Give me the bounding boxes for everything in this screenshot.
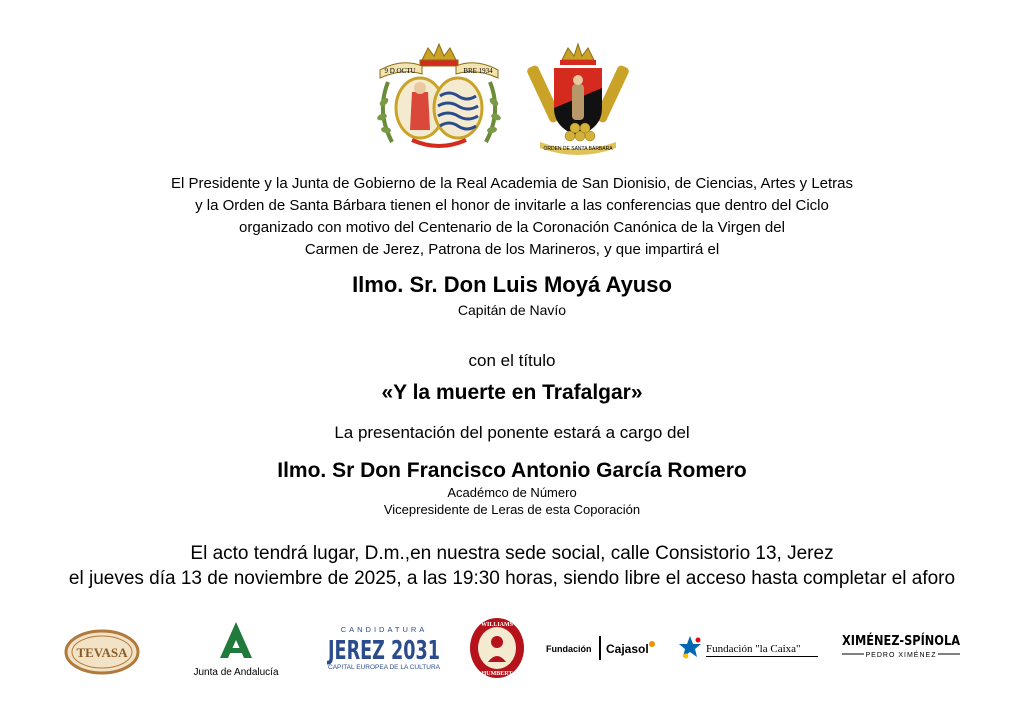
venue-line-1: El acto tendrá lugar, D.m.,en nuestra sede social, calle Consistorio 13, Jerez xyxy=(190,543,834,564)
speaker-rank: Capitán de Navío xyxy=(457,302,567,318)
ximenez-main-text: XIMÉNEZ-SPÍNOLA xyxy=(842,634,978,649)
ximenez-sub-text: PEDRO XIMÉNEZ xyxy=(865,652,937,659)
star-icon xyxy=(679,636,701,659)
ximenez-spinola-logo xyxy=(840,630,978,666)
speaker-name: Ilmo. Sr. Don Luis Moyá Ayuso xyxy=(352,272,672,297)
sponsor-logos xyxy=(0,612,1024,682)
junta-andalucia-logo xyxy=(184,618,288,680)
intro-line: y la Orden de Santa Bárbara tienen el honor de invitarle a las conferencias que dentro del Ciclo xyxy=(195,197,829,214)
cajasol-prefix: Fundación xyxy=(546,644,592,654)
invitation-intro xyxy=(0,173,1024,261)
jerez-main-text: JEREZ 2031 xyxy=(326,636,440,666)
tevasa-logo xyxy=(64,628,140,676)
venue-info xyxy=(0,541,1024,591)
williams-bottom-text: HUMBERT xyxy=(481,671,513,677)
jerez-top-text: CANDIDATURA xyxy=(340,625,428,634)
jerez-sub-text: CAPITAL EUROPEA DE LA CULTURA xyxy=(328,665,440,671)
fundacion-cajasol-logo xyxy=(546,632,658,664)
lacaixa-text: Fundación "la Caixa" xyxy=(706,643,801,655)
crest-ribbon-text: ORDEN DE SANTA BÁRBARA xyxy=(543,146,613,152)
presenter-role-2: Vicepresidente de Leras de esta Coporación xyxy=(383,502,641,517)
jerez-2031-logo xyxy=(326,624,442,674)
intro-line: organizado con motivo del Centenario de la Coronación Canónica de la Virgen del xyxy=(239,219,785,236)
fundacion-la-caixa-logo xyxy=(678,632,824,664)
junta-text: Junta de Andalucía xyxy=(193,667,279,678)
crest-banner-left: 9 D OCTU xyxy=(384,67,416,75)
williams-top-text: WILLIAMS xyxy=(480,622,514,628)
crests xyxy=(0,40,1024,160)
presenter-role-1: Académco de Número xyxy=(447,485,577,500)
intro-line: Carmen de Jerez, Patrona de los Marineros, y que impartirá el xyxy=(304,241,720,258)
williams-humbert-logo xyxy=(468,616,526,680)
presentation-text: La presentación del ponente estará a cargo del xyxy=(334,423,690,442)
santa-barbara-crest-logo xyxy=(532,44,624,156)
presenter-name: Ilmo. Sr Don Francisco Antonio García Romero xyxy=(277,459,747,482)
crest-banner-right: BRE 1934 xyxy=(463,67,493,75)
tevasa-text: TEVASA xyxy=(76,645,128,660)
cajasol-name: Cajasol xyxy=(606,642,649,656)
title-prefix: con el título xyxy=(468,351,556,370)
intro-line: El Presidente y la Junta de Gobierno de la Real Academia de San Dionisio, de Ciencias, Artes y Letras xyxy=(170,175,854,192)
academy-crest-logo xyxy=(372,42,506,154)
lecture-title: «Y la muerte en Trafalgar» xyxy=(381,381,643,404)
venue-line-2: el jueves día 13 de noviembre de 2025, a las 19:30 horas, siendo libre el acceso hasta completar el aforo xyxy=(68,568,956,589)
